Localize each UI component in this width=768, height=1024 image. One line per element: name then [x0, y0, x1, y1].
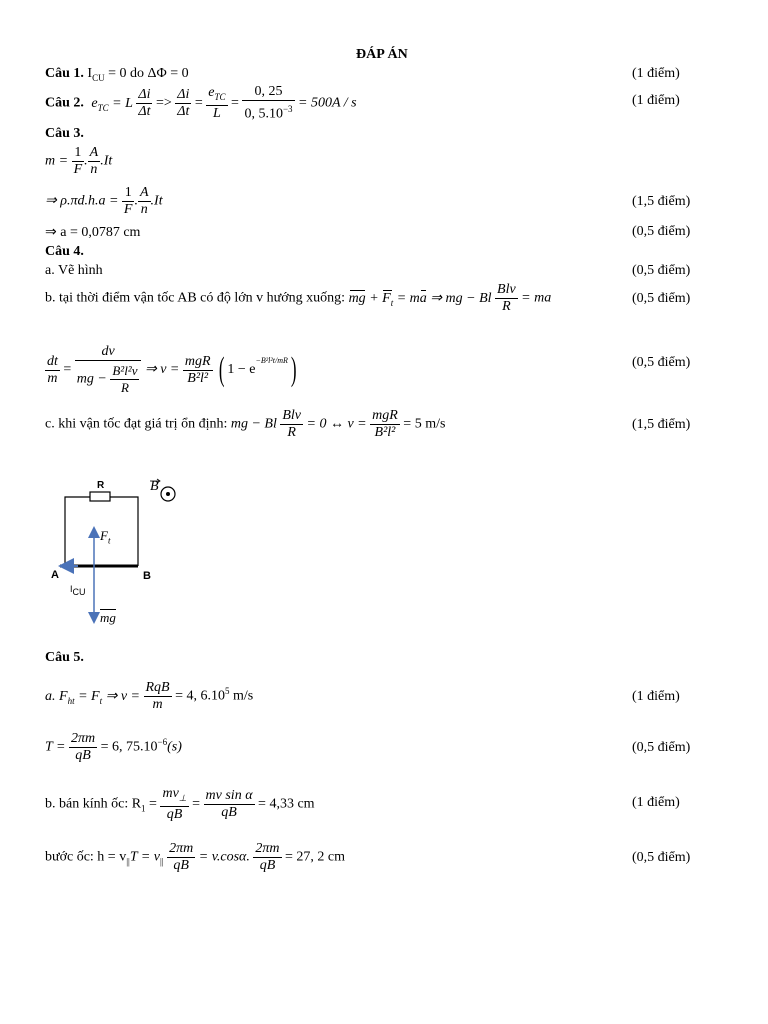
wire-left [65, 497, 90, 566]
q5-b: b. bán kính ốc: $R_1$ = $\frac{mv_\perp}{qB}$ = $\frac{\text{mv sin α}}{qB}$ = 4,33 cm [45, 786, 315, 822]
q4-diff-eq: $\frac{dt}{m}$ = dv mg − $\frac{\text{B²l²v}}{R}$ ⇒ v = $\frac{\text{mgR}}{\text{B²l²}}$ ( $1 - e^{-B^2l^2t/mR}$) [47, 344, 297, 395]
q2-frac-numbers: $\frac{0, 25}{0, 5.10^{-3}}$ [244, 84, 293, 122]
q4-b-points: (0,5 điểm) [632, 291, 691, 306]
q3-line3: ⇒ a = 0,0787 cm [45, 225, 141, 240]
q4-a: a. Vẽ hình [45, 263, 103, 278]
b-field-label: B [150, 479, 159, 494]
resistor-symbol [90, 492, 110, 501]
q3-line2-points: (1,5 điểm) [632, 194, 691, 209]
q2-line: Câu 2. $e_{TC} = L$ $\frac{\Delta i}{\Delta t}$ => $\frac{\Delta i}{\Delta t}$ = $\frac{e_{TC}}{L}$ = $\frac{0, 25}{0, 5.10^{-3}}$ = 500A / s [45, 84, 357, 122]
q1-line [45, 66, 189, 83]
ft-label: $F_t$ [100, 528, 111, 546]
q2-frac-di-dt-2: $\frac{\Delta i}{\Delta t}$ [177, 86, 190, 119]
point-b-label: B [143, 570, 151, 582]
q5-c-points: (0,5 điểm) [632, 850, 691, 865]
q2-frac-e-L: $\frac{e_{TC}}{L}$ [208, 84, 226, 121]
q5-period: T = $\frac{2\pi m}{qB}$ = 6, $75.10^{-6}(s)$ [45, 731, 182, 763]
q3-formula-1: m = $\frac{1}{F}$ . $\frac{A}{n}$ .It [45, 145, 113, 177]
mg-label: mg [100, 610, 116, 625]
q5-a: a. $F_{ht} = F_t$ ⇒ v = $\frac{\text{RqB}}{m}$ = 4, 6.10$^5$ m/s [45, 680, 254, 712]
wire-right [110, 497, 138, 566]
page-title: ĐÁP ÁN [356, 47, 408, 62]
q3-formula-2: ⇒ ρ.πd.h.a = $\frac{1}{F}$ . $\frac{A}{n}$ .It [45, 185, 163, 217]
q2-points: (1 điểm) [632, 93, 680, 108]
q4-a-points: (0,5 điểm) [632, 263, 691, 278]
q3-line3-points: (0,5 điểm) [632, 224, 691, 239]
q5-period-points: (0,5 điểm) [632, 740, 691, 755]
resistor-label: R [97, 480, 105, 491]
q4-c-points: (1,5 điểm) [632, 417, 691, 432]
q5-a-points: (1 điểm) [632, 689, 680, 704]
q4-b: b. tại thời điểm vận tốc AB có độ lớn v hướng xuống: mg + $F_t$ = ma ⇒ mg − Bl $\frac{\text{Blv}}{R}$ = ma [45, 282, 552, 314]
circuit-figure [40, 470, 200, 640]
q5-label: Câu 5. [45, 650, 84, 665]
q1-label: Câu 1. [45, 66, 84, 81]
q1-points: (1 điểm) [632, 66, 680, 81]
q4-c: c. khi vận tốc đạt giá trị ổn định: mg − Bl $\frac{\text{Blv}}{R}$ = 0 ↔ v = $\frac{\text{mgR}}{\text{B²l²}}$ = 5 m/s [45, 408, 446, 440]
icu-label: $I_{CU}$ [70, 584, 86, 597]
q5-b-points: (1 điểm) [632, 795, 680, 810]
q2-label: Câu 2. [45, 95, 84, 111]
q3-label: Câu 3. [45, 126, 84, 141]
q4-label: Câu 4. [45, 244, 84, 259]
q2-frac-di-dt: $\frac{\Delta i}{\Delta t}$ [138, 86, 151, 119]
q2-result: = 500A / s [298, 95, 357, 111]
q4-diff-points: (0,5 điểm) [632, 355, 691, 370]
b-field-dot [166, 492, 170, 496]
point-a-label: A [51, 569, 59, 581]
q1-text: $I_{CU} = 0$ do ΔΦ = 0 [87, 66, 189, 83]
q5-c: bước ốc: $h = v_{||}T = v_{||}$ $\frac{2\pi m}{qB}$ = v.cosα. $\frac{2\pi m}{qB}$ = 27, 2 cm [45, 841, 346, 873]
